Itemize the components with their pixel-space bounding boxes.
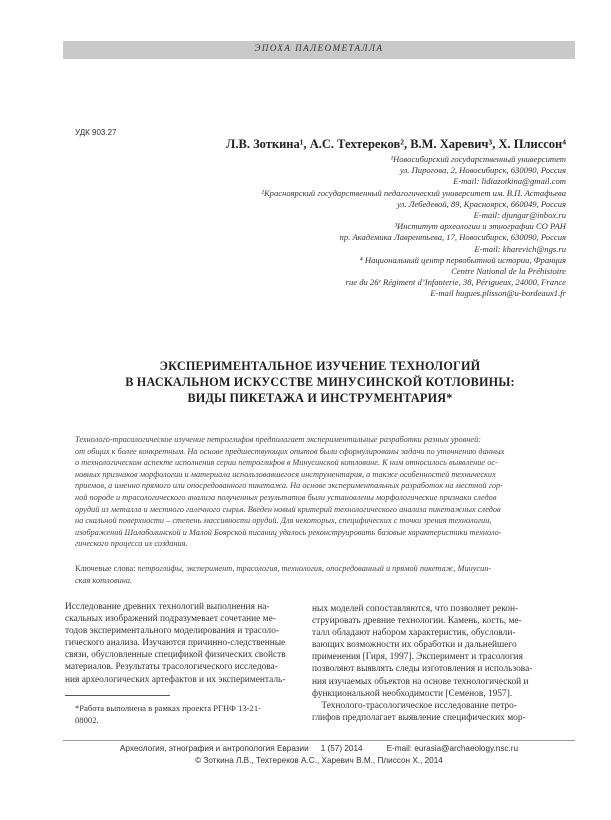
affiliation-email: E-mail: kharevich@ngs.ru: [474, 243, 566, 254]
body-line: скальных изображений подразумевает сочетание ме-: [65, 614, 276, 625]
footer-divider: [63, 740, 575, 741]
affiliation-line: пр. Академика Лаврентьева, 17, Новосибирск, 630090, Россия: [339, 232, 566, 243]
keywords-text: петроглифы, эксперимент, трасология, технология, опосредованный и прямой пикетаж, Минусин-: [137, 564, 492, 573]
article-title: [70, 358, 570, 406]
affiliation-line: ул. Лебедевой, 89, Красноярск, 660049, Россия: [397, 198, 566, 209]
abstract-line: новных признаков морфологии и материала использовавшегося инструментария, а также особенностей технических: [75, 469, 496, 479]
body-line: материалов. Результаты трасологического исследова-: [65, 662, 278, 673]
abstract: [75, 434, 568, 550]
body-line: функциональной необходимости [Семенов, 1957].: [312, 688, 513, 699]
affiliation-line: Centre National de la Préhistoire: [451, 266, 566, 277]
body-line: ния изучаемых объектов на основе технологической и: [312, 676, 529, 687]
abstract-line: приемов, а именно прямого или опосредованного пикетажа. На основе экспериментальных разработок на местной гор-: [75, 481, 503, 491]
body-line: гического анализа. Изучаются причинно-следственные: [65, 638, 286, 649]
affiliation-line: ул. Пирогова, 2, Новосибирск, 630090, Россия: [399, 165, 566, 176]
footnote-line: 08002.: [75, 714, 99, 725]
abstract-line: о технологическом аспекте исполнения серии петроглифов в Минусинской котловине. К ним относилось выявление ос-: [75, 458, 498, 468]
affiliation-email: E-mail: djungar@inbox.ru: [473, 210, 566, 221]
affiliation-line: rue du 26ᵉ Régiment d’Infanterie, 38, Périgueux, 24000, France: [345, 277, 566, 288]
body-line: талл обладают набором характеристик, обусловли-: [312, 628, 516, 639]
affiliation-line: ⁴ Национальный центр первобытной истории, Франция: [359, 254, 566, 265]
body-line: вающих возможности их обработки и дальнейшего: [312, 640, 517, 651]
keywords-text: ская котловина.: [75, 575, 133, 585]
section-header-title: ЭПОХА ПАЛЕОМЕТАЛЛА: [254, 43, 384, 53]
authors-line: Л.В. Зоткина¹, А.С. Техтереков², В.М. Харевич³, Х. Плиссон⁴: [226, 137, 566, 151]
abstract-line: изображений Шалаболинской и Малой Боярской писаниц удалось реконструировать базовые характеристики техноло-: [75, 527, 502, 537]
body-column-right: [312, 603, 542, 724]
body-line: глифов предполагает выявление специфических мор-: [312, 712, 526, 723]
affiliation-email: E-mail hugues.plisson@u-bordeaux1.fr: [430, 288, 566, 299]
abstract-line: Технолого-трасологическое изучение петроглифов предполагает экспериментальные разработки разных уровней:: [75, 435, 482, 444]
keywords: [75, 563, 568, 586]
body-line: позволяют выявлять следы изготовления и использова-: [312, 664, 533, 675]
affiliations: [126, 154, 566, 300]
copyright-line: © Зоткина Л.В., Техтереков А.С., Харевич В.М., Плиссон Х., 2014: [195, 756, 443, 765]
affiliation-line: ³Институт археологии и этнографии СО РАН: [394, 221, 566, 232]
body-line: ния археологических артефактов и их эксперименталь-: [65, 674, 286, 685]
title-line: ВИДЫ ПИКЕТАЖА И ИНСТРУМЕНТАРИЯ*: [187, 391, 453, 405]
title-line: В НАСКАЛЬНОМ ИСКУССТВЕ МИНУСИНСКОЙ КОТЛОВИНЫ:: [125, 375, 515, 389]
body-line: Технолого-трасологическое исследование петро-: [312, 700, 517, 711]
abstract-line: орудий из металла и местного галечного сырья. Введен новый критерий технологического анализа пикетажных следов: [75, 504, 501, 514]
abstract-line: на скальной поверхности – степень массивности орудий. Для некоторых, специфических с точки зрения технологии,: [75, 516, 492, 526]
footnote-line: *Работа выполнена в рамках проекта РГНФ 13-21-: [75, 703, 262, 713]
body-line: Исследование древних технологий выполнения на-: [65, 602, 270, 612]
abstract-line: гического процесса их создания.: [75, 539, 188, 549]
affiliation-line: ²Красноярский государственный педагогический университет им. В.П. Астафьева: [261, 187, 566, 198]
udk-code: УДК 903.27: [75, 128, 117, 137]
journal-email: E-mail: eurasia@archaeology.nsc.ru: [386, 744, 519, 753]
body-line: связи, обусловленные спецификой физических свойств: [65, 650, 286, 661]
keywords-label: Ключевые слова:: [75, 564, 136, 573]
affiliation-line: ¹Новосибирский государственный университет: [390, 154, 566, 164]
journal-footer: [63, 744, 575, 753]
footnote: [75, 703, 290, 726]
body-line: тодов экспериментального моделирования и трасоло-: [65, 626, 280, 637]
abstract-line: ной породе и трасологического анализа полученных результатов были установлены морфологические признаки следов: [75, 492, 497, 502]
body-line: применения [Гиря, 1997]. Эксперимент и трасология: [312, 652, 523, 663]
section-header-band: [63, 41, 575, 59]
title-line: ЭКСПЕРИМЕНТАЛЬНОЕ ИЗУЧЕНИЕ ТЕХНОЛОГИЙ: [159, 359, 481, 373]
body-column-left: [65, 601, 295, 686]
journal-issue: 1 (57) 2014: [320, 744, 363, 753]
body-line: ных моделей сопоставляются, что позволяет рекон-: [312, 604, 519, 614]
affiliation-email: E-mail: lidiazotkina@gmail.com: [453, 176, 566, 187]
body-line: струировать древние технологии. Камень, кость, ме-: [312, 616, 522, 627]
journal-name: Археология, этнография и антропология Евразии: [119, 744, 309, 753]
footnote-divider: [65, 695, 170, 696]
abstract-line: от общих к более конкретным. На основе предшествующих опытов были сформулированы задачи по уточнению данных: [75, 446, 505, 456]
